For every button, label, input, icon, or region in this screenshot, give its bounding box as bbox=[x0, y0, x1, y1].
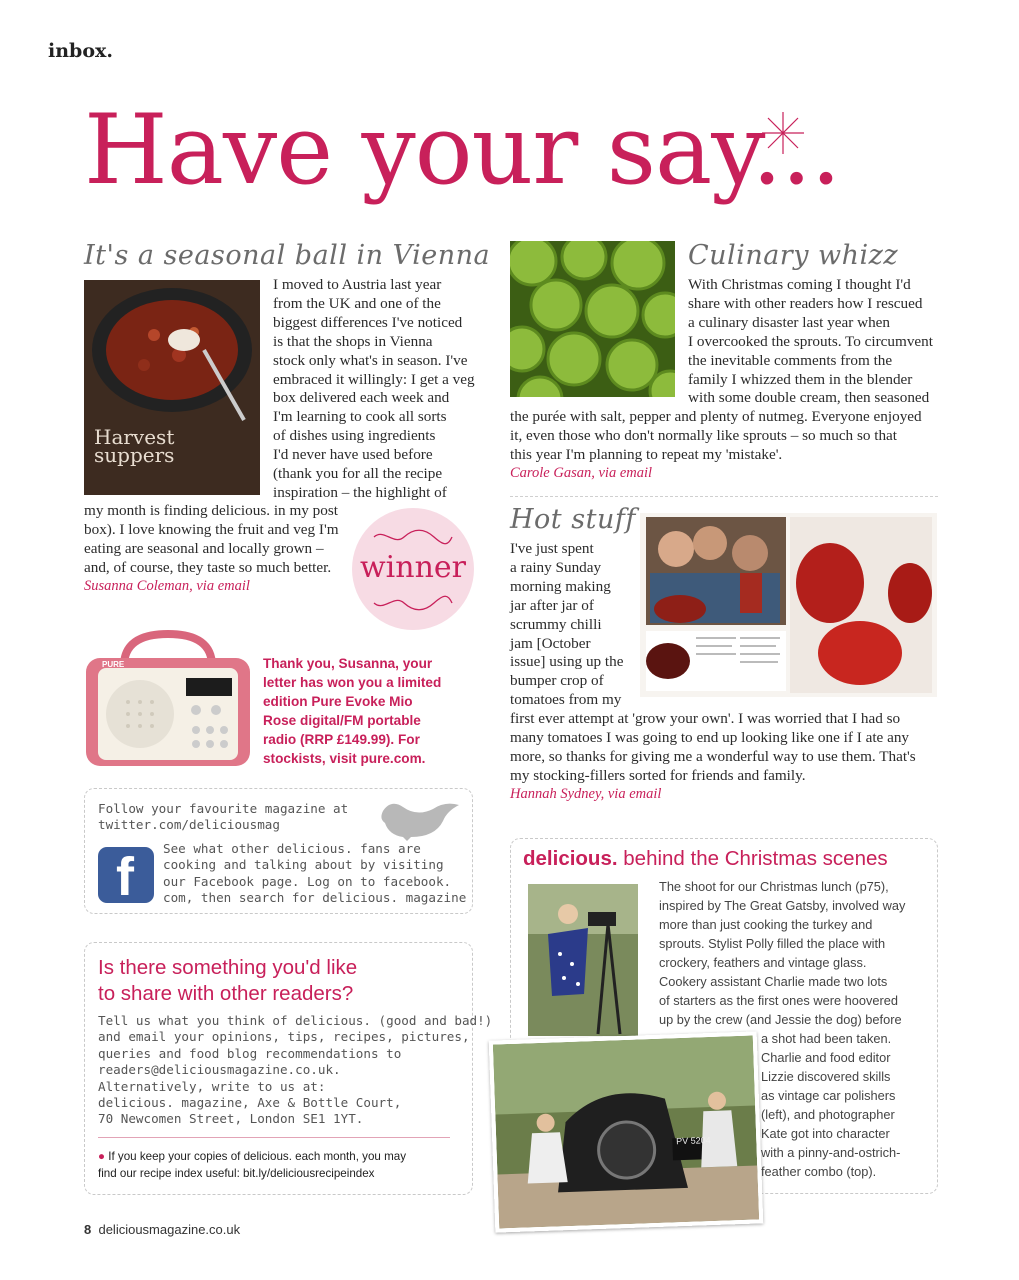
text-line: (thank you for all the recipe bbox=[273, 465, 443, 483]
text-line: 70 Newcomen Street, London SE1 1YT. bbox=[98, 1111, 364, 1127]
text-line: my stocking-fillers sorted for friends and family. bbox=[510, 766, 806, 784]
text-line: up by the crew (and Jessie the dog) before bbox=[659, 1012, 902, 1027]
twitter-bird-icon[interactable] bbox=[373, 791, 463, 843]
text-line: crockery, feathers and vintage glass. bbox=[659, 955, 867, 970]
text-line: a shot had been taken. bbox=[761, 1031, 892, 1046]
photographer-image bbox=[528, 884, 638, 1036]
text-line: inspired by The Great Gatsby, involved way bbox=[659, 898, 906, 913]
text-line: biggest differences I've noticed bbox=[273, 313, 463, 331]
text-line: and, of course, they taste so much better. bbox=[84, 558, 332, 576]
text-line: issue] using up the bbox=[510, 653, 624, 671]
facebook-icon[interactable]: f bbox=[98, 847, 154, 903]
radio-image bbox=[84, 626, 252, 770]
divider bbox=[510, 496, 938, 497]
divider bbox=[98, 1137, 450, 1138]
letter2-body-right bbox=[688, 276, 948, 408]
text-line: See what other delicious. fans are bbox=[163, 841, 421, 856]
text-line: com, then search for delicious. magazine bbox=[163, 890, 467, 906]
sprouts-image bbox=[510, 241, 675, 397]
text-line: Lizzie discovered skills bbox=[761, 1069, 891, 1084]
letter3-body-left bbox=[510, 540, 640, 710]
letter-heading: Hot stuff bbox=[510, 504, 636, 535]
text-line: bumper crop of bbox=[510, 672, 604, 690]
letter1-byline: Susanna Coleman, via email bbox=[84, 578, 250, 594]
page-footer: 8 deliciousmagazine.co.uk bbox=[84, 1222, 241, 1237]
chilli-jam-spread-image bbox=[640, 513, 937, 697]
letter3-body-full bbox=[510, 710, 940, 786]
text-line: of dishes using ingredients bbox=[273, 427, 436, 445]
bullet-icon: ● bbox=[98, 1150, 106, 1163]
text-line: many tomatoes I was going to end up looking like one if I ate any bbox=[510, 728, 910, 746]
text-line: embraced it willingly: I get a veg bbox=[273, 370, 475, 388]
flourish-icon bbox=[370, 528, 456, 546]
text-line: tomatoes from my bbox=[510, 691, 622, 709]
text-line: stockists, visit pure.com. bbox=[263, 751, 426, 766]
text-line: more, so thanks for giving me a wonderful way to use them. That's bbox=[510, 747, 916, 765]
text-line: Cookery assistant Charlie made two lots bbox=[659, 974, 888, 989]
text-line: scrummy chilli bbox=[510, 615, 602, 633]
winner-badge: winner bbox=[352, 508, 474, 630]
share-heading: Is there something you'd like to share with other readers? bbox=[98, 956, 358, 1005]
behind-scenes-heading: delicious. behind the Christmas scenes bbox=[523, 847, 888, 870]
share-box bbox=[84, 942, 493, 1195]
facebook-text bbox=[163, 841, 466, 907]
text-line: it, even those who don't normally like sprouts – so much so that bbox=[510, 426, 898, 444]
text-line: and email your opinions, tips, recipes, pictures, bbox=[98, 1029, 470, 1045]
text-line: I moved to Austria last year bbox=[273, 276, 442, 293]
text-line: with a pinny-and-ostrich- bbox=[761, 1145, 901, 1160]
text-line: delicious. magazine, Axe & Bottle Court, bbox=[98, 1095, 402, 1111]
letter3-byline: Hannah Sydney, via email bbox=[510, 786, 662, 802]
radio-brand: PURE bbox=[102, 660, 125, 669]
text-line: I've just spent bbox=[510, 540, 594, 557]
sparkle-icon bbox=[758, 108, 808, 158]
text-line: a rainy Sunday bbox=[510, 558, 602, 576]
twitter-text: Follow your favourite magazine at twitter.com/deliciousmag bbox=[98, 801, 349, 833]
text-line: our Facebook page. Log on to facebook. bbox=[163, 873, 452, 889]
letter-heading: It's a seasonal ball in Vienna bbox=[84, 240, 491, 271]
text-line: cooking and talking about by visiting bbox=[163, 857, 444, 873]
prize-text bbox=[263, 654, 463, 768]
text-line: a culinary disaster last year when bbox=[688, 313, 890, 331]
text-line: first ever attempt at 'grow your own'. I was worried that I had so bbox=[510, 710, 901, 727]
text-line: Charlie and food editor bbox=[761, 1050, 891, 1065]
license-plate: PV 5204 bbox=[675, 1135, 711, 1147]
text-line: of starters as the first ones were hoovered bbox=[659, 993, 898, 1008]
cookbook-title: Harvest suppers bbox=[94, 425, 175, 467]
page-title: Have your say... bbox=[84, 94, 841, 206]
text-line: more than just cooking the turkey and bbox=[659, 917, 873, 932]
text-line: jar after jar of bbox=[510, 596, 594, 614]
letter2-byline: Carole Gasan, via email bbox=[510, 465, 653, 481]
text-line: from the UK and one of the bbox=[273, 294, 441, 312]
text-line: With Christmas coming I thought I'd bbox=[688, 276, 911, 293]
text-line: box). I love knowing the fruit and veg I'm bbox=[84, 520, 339, 538]
recipe-index-note: ● If you keep your copies of delicious. each month, you may find our recipe index useful: bit.ly/deliciousrecipeindex bbox=[98, 1150, 406, 1180]
text-line: the purée with salt, pepper and plenty of nutmeg. Everyone enjoyed bbox=[510, 408, 922, 425]
text-line: queries and food blog recommendations to bbox=[98, 1045, 402, 1061]
text-line: is that the shops in Vienna bbox=[273, 332, 433, 350]
letter2-body-full bbox=[510, 408, 940, 465]
text-line: feather combo (top). bbox=[761, 1164, 877, 1179]
text-line: morning making bbox=[510, 577, 611, 595]
text-line: (left), and photographer bbox=[761, 1107, 895, 1122]
text-line: The shoot for our Christmas lunch (p75), bbox=[659, 879, 889, 894]
text-line: inspiration – the highlight of bbox=[273, 483, 447, 501]
cookbook-cover-image bbox=[84, 280, 260, 495]
text-line: I'm learning to cook all sorts bbox=[273, 408, 447, 426]
text-line: Thank you, Susanna, your bbox=[263, 656, 433, 671]
social-box bbox=[84, 788, 473, 914]
text-line: I overcooked the sprouts. To circumvent bbox=[688, 332, 933, 350]
text-line: Alternatively, write to us at: bbox=[98, 1078, 326, 1094]
behind-scenes-body-2 bbox=[761, 1029, 900, 1181]
text-line: jam [October bbox=[510, 634, 591, 652]
text-line: Tell us what you think of delicious. (good and bad!) bbox=[98, 1013, 493, 1028]
text-line: Kate got into character bbox=[761, 1126, 890, 1141]
text-line: as vintage car polishers bbox=[761, 1088, 896, 1103]
text-line: I'd never have used before bbox=[273, 446, 433, 464]
text-line: stock only what's in season. I've bbox=[273, 351, 468, 369]
text-line: Rose digital/FM portable bbox=[263, 713, 421, 728]
text-line: eating are seasonal and locally grown – bbox=[84, 539, 324, 557]
text-line: edition Pure Evoke Mio bbox=[263, 694, 413, 709]
vintage-car-image bbox=[489, 1031, 764, 1232]
letter1-body-right bbox=[273, 276, 483, 503]
text-line: box delivered each week and bbox=[273, 389, 450, 407]
text-line: letter has won you a limited bbox=[263, 675, 442, 690]
text-line: with some double cream, then seasoned bbox=[688, 389, 930, 407]
text-line: my month is finding delicious. in my post bbox=[84, 502, 338, 519]
text-line: the inevitable comments from the bbox=[688, 351, 893, 369]
section-label: inbox. bbox=[48, 40, 113, 62]
text-line: sprouts. Stylist Polly filled the place with bbox=[659, 936, 886, 951]
text-line: share with other readers how I rescued bbox=[688, 294, 923, 312]
text-line: radio (RRP £149.99). For bbox=[263, 732, 420, 747]
letter1-body-full bbox=[84, 502, 364, 578]
letter-heading: Culinary whizz bbox=[688, 240, 899, 271]
text-line: readers@deliciousmagazine.co.uk. bbox=[98, 1062, 341, 1078]
share-body bbox=[98, 1013, 492, 1128]
behind-scenes-body bbox=[659, 877, 905, 1029]
text-line: this year I'm planning to repeat my 'mistake'. bbox=[510, 445, 783, 463]
text-line: family I whizzed them in the blender bbox=[688, 370, 913, 388]
flourish-icon bbox=[370, 594, 456, 612]
